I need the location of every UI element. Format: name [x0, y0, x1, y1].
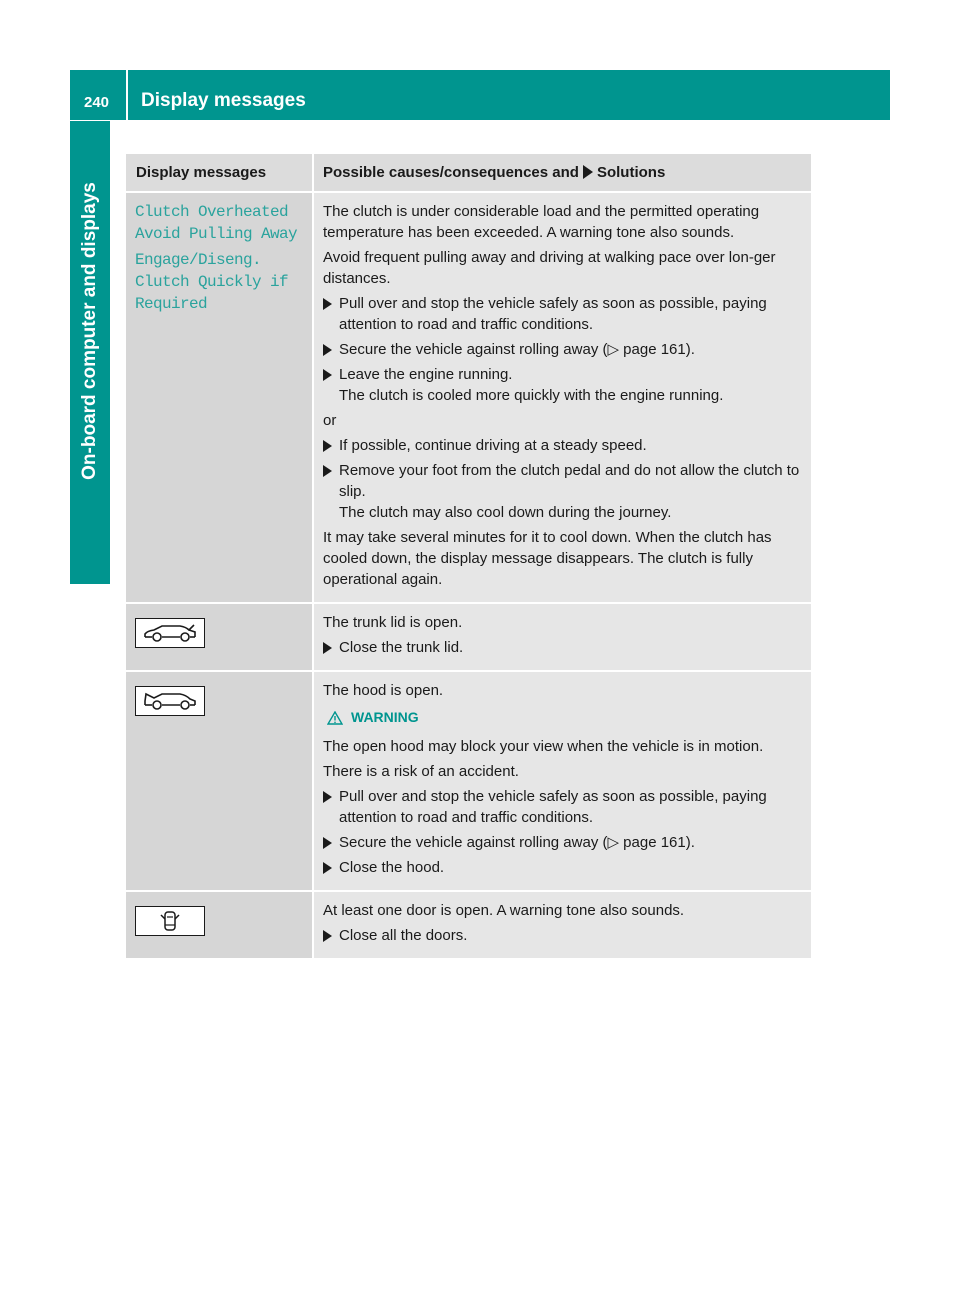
instruction-step: [323, 364, 805, 406]
step-text: Close the hood.: [339, 859, 445, 876]
display-message-text: [135, 201, 304, 315]
body-text: At least one door is open. A warning tone also sounds.: [323, 902, 685, 919]
step-arrow-icon: [323, 369, 332, 381]
arrow-right-icon: [583, 165, 593, 179]
solutions-cell: [313, 891, 811, 959]
solutions-cell: [313, 192, 811, 603]
display-cell: [126, 671, 313, 891]
warning-triangle-icon: [327, 711, 343, 725]
header-separator: [126, 70, 128, 120]
step-text: Close the trunk lid.: [339, 639, 464, 656]
step-text: Secure the vehicle against rolling away (▷ page 161).: [339, 834, 695, 851]
column-header-causes: [313, 154, 811, 192]
column-header-display: Display messages: [126, 154, 313, 192]
instruction-step: [323, 637, 805, 658]
step-result-text: The clutch may also cool down during the journey.: [339, 504, 672, 521]
step-arrow-icon: [323, 837, 332, 849]
display-message-line: Engage/Diseng. Clutch Quickly if Required: [135, 251, 289, 313]
step-arrow-icon: [323, 298, 332, 310]
instruction-step: [323, 339, 805, 360]
display-messages-table: [126, 154, 811, 960]
column-header-causes-prefix: Possible causes/consequences and: [323, 164, 579, 181]
instruction-step: [323, 832, 805, 853]
column-header-causes-suffix: Solutions: [596, 164, 666, 181]
table-row: [126, 603, 811, 671]
door-open-icon: [135, 906, 205, 936]
warning-label: WARNING: [351, 709, 419, 725]
instruction-step: [323, 925, 805, 946]
step-text: Pull over and stop the vehicle safely as soon as possible, paying attention to road and traffic conditions.: [339, 788, 767, 826]
body-text: The hood is open.: [323, 682, 444, 699]
body-text: The open hood may block your view when the vehicle is in motion.: [323, 738, 764, 755]
table-row: [126, 192, 811, 603]
body-text: It may take several minutes for it to cool down. When the clutch has cooled down, the display message disappears. The clutch is fully operational again.: [323, 529, 772, 588]
display-cell: [126, 603, 313, 671]
step-arrow-icon: [323, 465, 332, 477]
body-text: There is a risk of an accident.: [323, 763, 519, 780]
warning-heading: [323, 707, 805, 728]
step-text: If possible, continue driving at a steady speed.: [339, 437, 647, 454]
step-arrow-icon: [323, 862, 332, 874]
table-row: [126, 671, 811, 891]
step-text: Pull over and stop the vehicle safely as soon as possible, paying attention to road and traffic conditions.: [339, 295, 767, 333]
instruction-step: [323, 293, 805, 335]
solutions-cell: [313, 603, 811, 671]
step-result-text: The clutch is cooled more quickly with the engine running.: [339, 387, 724, 404]
solutions-cell: [313, 671, 811, 891]
instruction-step: [323, 460, 805, 523]
step-text: Remove your foot from the clutch pedal and do not allow the clutch to slip.: [339, 462, 800, 500]
hood-open-icon: [135, 686, 205, 716]
page-title: Display messages: [141, 90, 306, 111]
display-cell: [126, 192, 313, 603]
step-arrow-icon: [323, 642, 332, 654]
side-tab-label: On-board computer and displays: [79, 182, 100, 480]
step-arrow-icon: [323, 344, 332, 356]
side-tab-block: [70, 541, 110, 584]
step-text: Close all the doors.: [339, 927, 468, 944]
side-tab-label-wrap: [70, 121, 110, 541]
trunk-open-icon: [135, 618, 205, 648]
step-arrow-icon: [323, 930, 332, 942]
instruction-step: [323, 786, 805, 828]
body-text: The trunk lid is open.: [323, 614, 463, 631]
instruction-step: [323, 435, 805, 456]
step-arrow-icon: [323, 791, 332, 803]
display-message-line: Clutch Overheated Avoid Pulling Away: [135, 203, 298, 243]
step-text: Secure the vehicle against rolling away (▷ page 161).: [339, 341, 695, 358]
display-cell: [126, 891, 313, 959]
page-number: 240: [84, 94, 110, 111]
table-row: [126, 891, 811, 959]
instruction-step: [323, 857, 805, 878]
step-arrow-icon: [323, 440, 332, 452]
table-header-row: [126, 154, 811, 192]
body-text: The clutch is under considerable load and the permitted operating temperature has been exceeded. A warning tone also sounds.: [323, 203, 760, 241]
body-text: Avoid frequent pulling away and driving at walking pace over lon-ger distances.: [323, 249, 776, 287]
step-text: Leave the engine running.: [339, 366, 513, 383]
body-text: or: [323, 412, 337, 429]
